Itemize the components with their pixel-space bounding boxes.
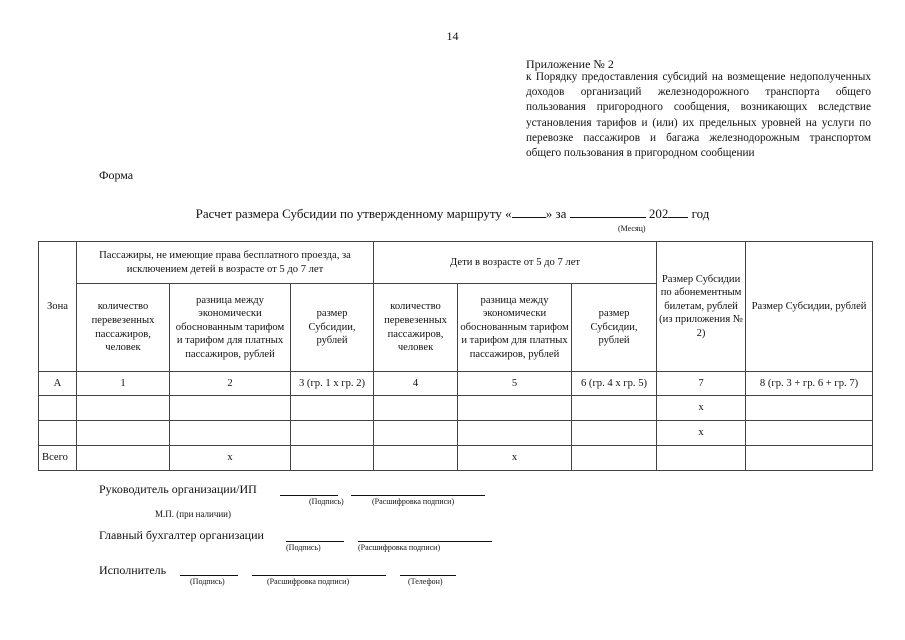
sub-header: количество перевезенных пассажиров, человек	[77, 284, 170, 372]
table-cell	[572, 421, 657, 446]
table-cell	[657, 446, 746, 471]
table-cell	[291, 446, 374, 471]
table-row	[39, 421, 873, 446]
appendix-text: к Порядку предоставления субсидий на возмещение недополученных доходов организаций железнодорожного транспорта общего пользования пригородного сообщения, возникающих вследствие установления тарифов и (или) их предельных уровней на услуги по перевозке пассажиров и багажа железнодорожным транспортом общего пользования в пригородном сообщении	[526, 71, 871, 160]
table-cell	[746, 396, 873, 421]
table-cell: А	[39, 372, 77, 396]
accountant-signature-line	[286, 540, 344, 542]
table-cell	[77, 421, 170, 446]
accountant-decode-line	[358, 540, 492, 542]
total-label: Всего	[39, 446, 77, 471]
abonement-header: Размер Субсидии по абонементным билетам, рублей (из приложения № 2)	[657, 242, 746, 372]
head-signature-hint: (Подпись)	[309, 497, 344, 506]
month-blank	[570, 206, 646, 218]
head-label: Руководитель организации/ИП	[99, 482, 257, 496]
sub-header: размер Субсидии, рублей	[572, 284, 657, 372]
executor-phone-hint: (Телефон)	[408, 577, 443, 586]
executor-phone-line	[400, 574, 456, 576]
table-cell	[39, 421, 77, 446]
table-cell: х	[657, 421, 746, 446]
accountant-signature-hint: (Подпись)	[286, 543, 321, 552]
table-cell	[77, 396, 170, 421]
table-cell	[374, 421, 458, 446]
executor-decode-hint: (Расшифровка подписи)	[267, 577, 350, 586]
month-hint: (Месяц)	[618, 224, 646, 233]
head-decode-line	[351, 494, 485, 496]
head-decode-hint: (Расшифровка подписи)	[372, 497, 455, 506]
group2-header: Дети в возрасте от 5 до 7 лет	[374, 242, 657, 284]
table-cell	[374, 446, 458, 471]
table-cell: 7	[657, 372, 746, 396]
table-cell: 4	[374, 372, 458, 396]
title-part-2: » за	[545, 206, 567, 221]
executor-label: Исполнитель	[99, 563, 167, 577]
table-cell: 1	[77, 372, 170, 396]
table-cell: 8 (гр. 3 + гр. 6 + гр. 7)	[746, 372, 873, 396]
calculation-title	[0, 206, 905, 222]
group1-header: Пассажиры, не имеющие права бесплатного проезда, за исключением детей в возрасте от 5 до 7 лет	[77, 242, 374, 284]
table-cell	[170, 421, 291, 446]
table-cell: 2	[170, 372, 291, 396]
executor-signature-line	[180, 574, 238, 576]
table-cell	[572, 396, 657, 421]
route-blank	[512, 206, 546, 218]
executor-signature-hint: (Подпись)	[190, 577, 225, 586]
zone-header: Зона	[39, 242, 77, 372]
table-row	[39, 396, 873, 421]
table-cell	[572, 446, 657, 471]
total-subsidy-header: Размер Субсидии, рублей	[746, 242, 873, 372]
subsidy-table	[38, 241, 873, 471]
table-cell: 5	[458, 372, 572, 396]
table-cell	[291, 396, 374, 421]
year-blank	[668, 206, 688, 218]
table-cell	[458, 396, 572, 421]
table-cell	[458, 421, 572, 446]
table-cell: 3 (гр. 1 х гр. 2)	[291, 372, 374, 396]
table-cell	[374, 396, 458, 421]
appendix-title: Приложение № 2	[526, 57, 614, 71]
table-cell: х	[657, 396, 746, 421]
table-header-row-1	[39, 242, 873, 284]
seal-label: М.П. (при наличии)	[155, 509, 231, 519]
table-cell	[746, 446, 873, 471]
title-part-4: год	[691, 206, 710, 221]
accountant-decode-hint: (Расшифровка подписи)	[358, 543, 441, 552]
title-part-1: Расчет размера Субсидии по утвержденному маршруту «	[195, 206, 512, 221]
column-number-row	[39, 372, 873, 396]
table-cell: х	[458, 446, 572, 471]
title-part-3: 202	[648, 206, 669, 221]
table-cell	[77, 446, 170, 471]
sub-header: разница между экономически обоснованным тарифом и тарифом для платных пассажиров, рублей	[170, 284, 291, 372]
sub-header: разница между экономически обоснованным тарифом и тарифом для платных пассажиров, рублей	[458, 284, 572, 372]
table-cell	[39, 396, 77, 421]
table-cell	[170, 396, 291, 421]
form-label: Форма	[99, 168, 134, 182]
sub-header: количество перевезенных пассажиров, человек	[374, 284, 458, 372]
table-cell	[291, 421, 374, 446]
page-number: 14	[446, 29, 459, 43]
head-signature-line	[280, 494, 338, 496]
sub-header: размер Субсидии, рублей	[291, 284, 374, 372]
total-row	[39, 446, 873, 471]
executor-decode-line	[252, 574, 386, 576]
table-cell	[746, 421, 873, 446]
table-cell: 6 (гр. 4 х гр. 5)	[572, 372, 657, 396]
table-cell: х	[170, 446, 291, 471]
accountant-label: Главный бухгалтер организации	[99, 528, 264, 542]
